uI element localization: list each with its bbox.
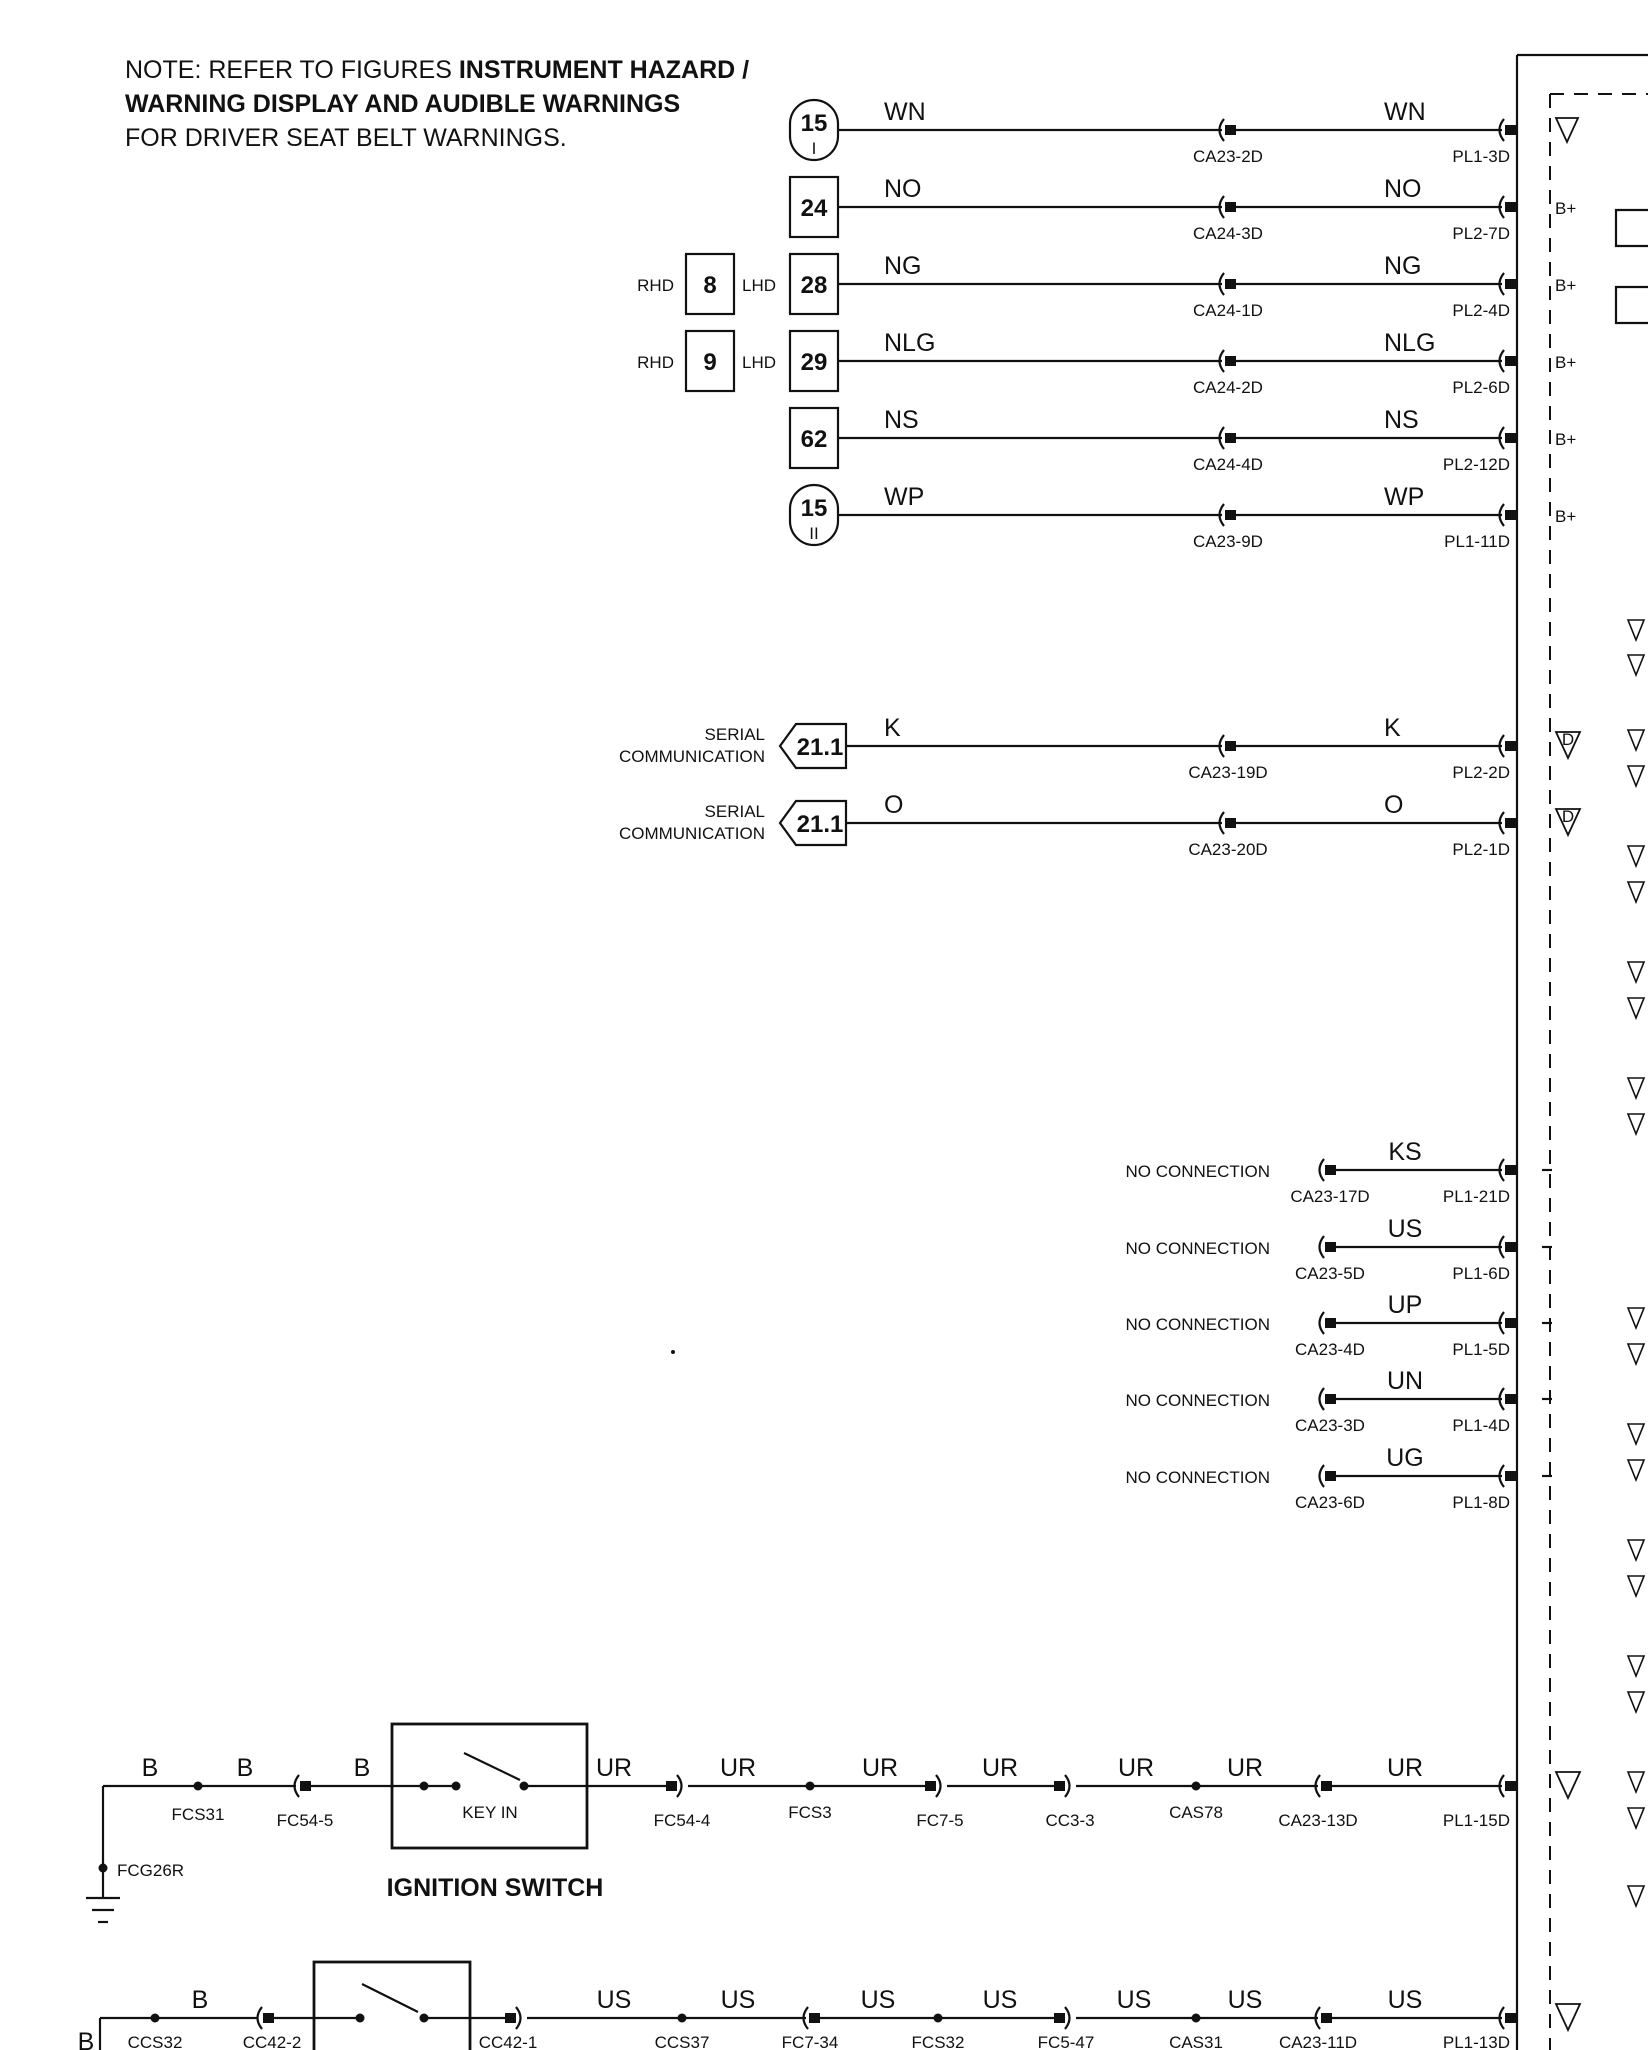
connector-cc3-3-shell xyxy=(1065,1775,1070,1797)
connector-label: PL2-6D xyxy=(1452,378,1510,397)
connector-label: CAS78 xyxy=(1169,1803,1223,1822)
connector-label: FC5-47 xyxy=(1037,2033,1095,2050)
connector-fc54-4-pin xyxy=(666,1781,677,1791)
connector-fc5-47-pin xyxy=(1054,2013,1065,2023)
serial-label: SERIAL xyxy=(704,725,765,744)
splice-ccs37 xyxy=(678,2014,687,2023)
no-connection-label: NO CONNECTION xyxy=(1125,1468,1270,1487)
nc-wire xyxy=(1126,1215,1553,1283)
connector-fc7-5-shell xyxy=(936,1775,941,1797)
pin-triangle xyxy=(1556,2004,1580,2030)
wire-color: B xyxy=(77,2028,95,2050)
wire-color: B xyxy=(353,1754,371,1782)
connector-label: FCS31 xyxy=(171,1805,225,1824)
wire-color: US xyxy=(1116,1986,1152,2014)
wire-color: WN xyxy=(884,98,926,126)
connector-label: PL2-7D xyxy=(1452,224,1510,243)
connector-label: PL1-13D xyxy=(1442,2033,1510,2050)
connector-label: CA24-4D xyxy=(1193,455,1263,474)
connector-label: CC42-1 xyxy=(478,2033,538,2050)
inline-connector-pin xyxy=(1225,510,1236,520)
splice-fcs3 xyxy=(806,1782,815,1791)
wire-color: K xyxy=(1384,714,1401,742)
connector-cc42-1-shell xyxy=(516,2007,521,2029)
splice-cas31 xyxy=(1192,2014,1201,2023)
connector-label: PL1-5D xyxy=(1452,1340,1510,1359)
wire-color: UR xyxy=(861,1754,899,1782)
wire-color: NG xyxy=(1384,252,1422,280)
serial-ref-number: 21.1 xyxy=(796,811,844,838)
wire-color: NS xyxy=(1384,406,1419,434)
wire-color: US xyxy=(982,1986,1018,2014)
wire-color: UG xyxy=(1386,1444,1424,1472)
no-connection-label: NO CONNECTION xyxy=(1125,1239,1270,1258)
seat-belt-circuit xyxy=(78,1962,1580,2050)
pin-b-plus: B+ xyxy=(1555,353,1577,372)
connector-label: CA23-19D xyxy=(1188,763,1268,782)
connector-label: CC3-3 xyxy=(1045,1811,1095,1830)
ref-wire xyxy=(790,483,1576,551)
wire-color: UR xyxy=(719,1754,757,1782)
connector-label: PL2-12D xyxy=(1442,455,1510,474)
connector-label: CCS37 xyxy=(654,2033,710,2050)
wire-color: US xyxy=(860,1986,896,2014)
wire-color: WN xyxy=(1384,98,1426,126)
connector-label: CA23-11D xyxy=(1278,2033,1358,2050)
connector-fc5-47-shell xyxy=(1065,2007,1070,2029)
ref-number: 15 xyxy=(800,110,828,137)
inline-connector-pin xyxy=(1225,279,1236,289)
switch-contact xyxy=(420,1782,429,1791)
stray-dot xyxy=(671,1350,675,1354)
no-connection-label: NO CONNECTION xyxy=(1125,1391,1270,1410)
ignition-switch-title: IGNITION SWITCH xyxy=(386,1874,604,1902)
inline-connector-pin xyxy=(1225,741,1236,751)
wire-color: UR xyxy=(1117,1754,1155,1782)
connector-label: PL1-8D xyxy=(1452,1493,1510,1512)
pin-b-plus: B+ xyxy=(1555,430,1577,449)
wire-color: UN xyxy=(1386,1367,1424,1395)
connector-label: FCS32 xyxy=(911,2033,965,2050)
connector-fc54-5-shell xyxy=(295,1775,300,1797)
serial-wire xyxy=(619,791,1580,859)
ref-number: 62 xyxy=(800,426,828,453)
wire-color: UR xyxy=(595,1754,633,1782)
rhd-label: RHD xyxy=(637,276,674,295)
connector-fc54-4-shell xyxy=(677,1775,682,1797)
switch-contact xyxy=(356,2014,365,2023)
reference-wires xyxy=(637,98,1578,551)
note-text-line3: FOR DRIVER SEAT BELT WARNINGS. xyxy=(125,124,567,152)
serial-wire xyxy=(619,714,1580,782)
connector-label: PL1-4D xyxy=(1452,1416,1510,1435)
wire-color: KS xyxy=(1388,1138,1422,1166)
connector-label: PL1-21D xyxy=(1442,1187,1510,1206)
pin-b-plus: B+ xyxy=(1555,276,1577,295)
no-connection-label: NO CONNECTION xyxy=(1125,1162,1270,1181)
ref-wire xyxy=(790,406,1576,474)
connector-fc7-5-pin xyxy=(925,1781,936,1791)
pin-b-plus: B+ xyxy=(1555,507,1577,526)
open-connector-shell xyxy=(1320,1312,1325,1334)
wire-color: US xyxy=(596,1986,632,2014)
wire-color: B xyxy=(236,1754,254,1782)
open-connector-shell xyxy=(1320,1465,1325,1487)
open-connector-pin xyxy=(1325,1394,1336,1404)
connector-label: CA23-4D xyxy=(1295,1340,1365,1359)
connector-label: CA23-13D xyxy=(1278,1811,1358,1830)
connector-label: FC7-34 xyxy=(781,2033,839,2050)
wire-color: UR xyxy=(1386,1754,1424,1782)
no-connection-label: NO CONNECTION xyxy=(1125,1315,1270,1334)
connector-label: FCS3 xyxy=(788,1803,832,1822)
splice-ccs32 xyxy=(151,2014,160,2023)
ref-wire xyxy=(637,252,1576,320)
open-connector-pin xyxy=(1325,1165,1336,1175)
open-connector-shell xyxy=(1320,1159,1325,1181)
ignition-circuit xyxy=(86,1724,1580,1922)
connector-label: CA23-6D xyxy=(1295,1493,1365,1512)
connector-label: CA23-9D xyxy=(1193,532,1263,551)
connector-label: PL2-2D xyxy=(1452,763,1510,782)
lhd-label: LHD xyxy=(742,353,777,372)
inline-connector-pin xyxy=(1225,356,1236,366)
connector-label: CA23-17D xyxy=(1290,1187,1370,1206)
connector-label: CA24-1D xyxy=(1193,301,1263,320)
ref-number: 29 xyxy=(800,349,828,376)
connector-label: PL2-1D xyxy=(1452,840,1510,859)
connector-fc7-34-pin xyxy=(809,2013,820,2023)
wire-color: O xyxy=(1384,791,1404,819)
ref-number: 15 xyxy=(800,495,828,522)
wire-color: NO xyxy=(884,175,922,203)
ref-number: 28 xyxy=(800,272,828,299)
rhd-label: RHD xyxy=(637,353,674,372)
open-connector-pin xyxy=(1325,1242,1336,1252)
splice-fcs32 xyxy=(934,2014,943,2023)
rhd-number: 9 xyxy=(703,349,717,376)
wire-color: NG xyxy=(884,252,922,280)
serial-label: COMMUNICATION xyxy=(618,824,765,843)
note-text-line2: WARNING DISPLAY AND AUDIBLE WARNINGS xyxy=(125,90,681,118)
inline-connector-pin xyxy=(1225,202,1236,212)
serial-wires xyxy=(619,714,1580,859)
wire-color: WP xyxy=(1384,483,1425,511)
connector-label: CA23-20D xyxy=(1188,840,1268,859)
switch-contact xyxy=(452,1782,461,1791)
connector-cc42-2-pin xyxy=(263,2013,274,2023)
wire-color: NS xyxy=(884,406,919,434)
seat-belt-switch-box xyxy=(314,1962,470,2050)
connector-label: PL2-4D xyxy=(1452,301,1510,320)
pin-triangle xyxy=(1556,118,1578,142)
connector-ca23-11d-pin xyxy=(1321,2013,1332,2023)
connector-label: PL1-6D xyxy=(1452,1264,1510,1283)
pin-triangle xyxy=(1556,1772,1580,1798)
rhd-number: 8 xyxy=(703,272,717,299)
connector-label: CA23-2D xyxy=(1193,147,1263,166)
connector-label: CAS31 xyxy=(1169,2033,1223,2050)
nc-wire xyxy=(1126,1291,1553,1359)
connector-cc42-2-shell xyxy=(258,2007,263,2029)
wire-color: B xyxy=(191,1986,209,2014)
wire-color: NLG xyxy=(884,329,936,357)
connector-cc3-3-pin xyxy=(1054,1781,1065,1791)
open-connector-pin xyxy=(1325,1471,1336,1481)
wire-color: K xyxy=(884,714,901,742)
key-in-label: KEY IN xyxy=(462,1803,518,1822)
connector-label: PL1-11D xyxy=(1444,532,1510,551)
wire-color: O xyxy=(884,791,904,819)
note-text: NOTE: REFER TO FIGURES INSTRUMENT HAZARD / xyxy=(125,56,750,84)
open-connector-pin xyxy=(1325,1318,1336,1328)
splice-cas78 xyxy=(1192,1782,1201,1791)
connector-cc42-1-pin xyxy=(505,2013,516,2023)
connector-label: FC7-5 xyxy=(916,1811,964,1830)
ref-wire xyxy=(790,98,1578,166)
connector-label: CCS32 xyxy=(127,2033,183,2050)
wire-color: UR xyxy=(981,1754,1019,1782)
nc-wire xyxy=(1126,1444,1553,1512)
connector-label: CC42-2 xyxy=(242,2033,302,2050)
wire-color: WP xyxy=(884,483,925,511)
connector-label: FC54-4 xyxy=(653,1811,711,1830)
wire-color: NLG xyxy=(1384,329,1436,357)
right-edge-pin-glyphs xyxy=(1628,620,1644,1906)
serial-ref-number: 21.1 xyxy=(796,734,844,761)
wire-color: US xyxy=(720,1986,756,2014)
inline-connector-pin xyxy=(1225,818,1236,828)
serial-label: COMMUNICATION xyxy=(618,747,765,766)
splice-fcs31 xyxy=(194,1782,203,1791)
nc-wire xyxy=(1126,1138,1553,1206)
open-connector-shell xyxy=(1320,1236,1325,1258)
wire-color: US xyxy=(1227,1986,1263,2014)
ref-wire xyxy=(790,175,1576,243)
connector-label: CA24-3D xyxy=(1193,224,1263,243)
ground-label: FCG26R xyxy=(117,1861,185,1880)
wire-color: UP xyxy=(1387,1291,1423,1319)
lhd-label: LHD xyxy=(742,276,777,295)
connector-label: CA24-2D xyxy=(1193,378,1263,397)
inline-connector-pin xyxy=(1225,433,1236,443)
ref-number: 24 xyxy=(800,195,828,222)
pin-b-plus: B+ xyxy=(1555,199,1577,218)
ref-sub: I xyxy=(811,139,817,158)
pin-d: D xyxy=(1561,807,1575,826)
open-connector-shell xyxy=(1320,1388,1325,1410)
no-connection-wires xyxy=(1126,1138,1553,1512)
wire-color: US xyxy=(1387,1986,1423,2014)
wire-color: UR xyxy=(1226,1754,1264,1782)
ref-sub: II xyxy=(809,524,819,543)
connector-label: FC54-5 xyxy=(276,1811,334,1830)
instrument-pack-border xyxy=(1517,55,1648,2050)
connector-label: PL1-15D xyxy=(1442,1811,1510,1830)
pin-d: D xyxy=(1561,730,1575,749)
connector-ca23-13d-pin xyxy=(1321,1781,1332,1791)
connector-label: CA23-5D xyxy=(1295,1264,1365,1283)
wire-color: US xyxy=(1387,1215,1423,1243)
nc-wire xyxy=(1126,1367,1553,1435)
wire-color: B xyxy=(141,1754,159,1782)
serial-label: SERIAL xyxy=(704,802,765,821)
connector-label: CA23-3D xyxy=(1295,1416,1365,1435)
wire-color: NO xyxy=(1384,175,1422,203)
inline-connector-pin xyxy=(1225,125,1236,135)
ref-wire xyxy=(637,329,1576,397)
connector-label: PL1-3D xyxy=(1452,147,1510,166)
